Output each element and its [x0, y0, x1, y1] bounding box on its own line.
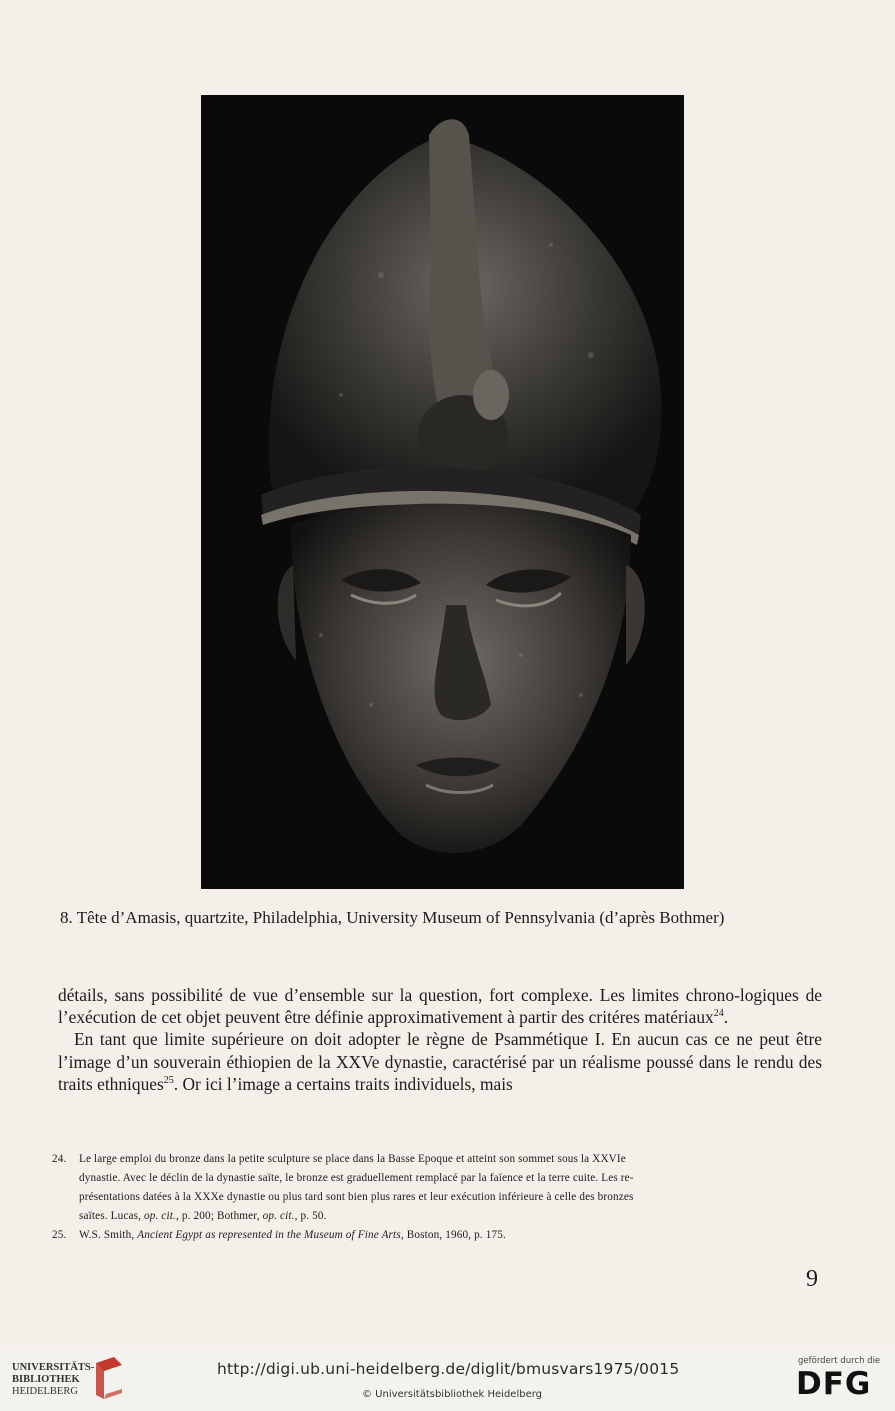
library-name-line: BIBLIOTHEK — [12, 1374, 80, 1385]
paragraph-2 — [58, 1028, 822, 1095]
footnotes — [52, 1150, 822, 1245]
library-name-line: UNIVERSITÄTS- — [12, 1362, 95, 1373]
footnote-number: 25. — [52, 1229, 67, 1241]
footnote-text: dynastie. Avec le déclin de la dynastie saïte, le bronze est graduellement remplacé par la faïence et la terre cuite. Les re- — [79, 1172, 634, 1184]
footnote-text: , p. 200; Bothmer, — [175, 1210, 263, 1222]
library-logo[interactable] — [12, 1362, 95, 1398]
permalink-url[interactable]: http://digi.ub.uni-heidelberg.de/diglit/bmusvars1975/0015 — [217, 1360, 680, 1378]
pharaoh-head-image — [201, 95, 684, 889]
copyright-notice: © Universitätsbibliothek Heidelberg — [362, 1389, 543, 1400]
funder-label: gefördert durch die — [798, 1356, 881, 1366]
footnote-ref-24[interactable]: 24 — [713, 1008, 724, 1020]
footnote-text: présentations datées à la XXXe dynastie ou plus tard sont bien plus rares et leur exécution inférieure à celle des bronzes — [79, 1191, 634, 1203]
paragraph-1-end: . — [723, 1007, 729, 1028]
footnote-text: , p. 50. — [294, 1210, 327, 1222]
figure-caption: 8. Tête d’Amasis, quartzite, Philadelphia, University Museum of Pennsylvania (d’après Bothmer) — [60, 908, 725, 927]
figure-photograph — [201, 95, 684, 889]
footnote-text: W.S. Smith, — [79, 1229, 138, 1241]
footnote-text: Le large emploi du bronze dans la petite sculpture se place dans la Basse Epoque et atteint son sommet sous la XXVIe — [79, 1153, 626, 1165]
dfg-logo[interactable]: DFG — [796, 1366, 872, 1402]
footnote-text: , Boston, 1960, p. 175. — [400, 1229, 506, 1241]
footnote-25 — [52, 1226, 822, 1245]
body-text — [58, 984, 822, 1095]
viewer-footer — [0, 1346, 895, 1411]
footnote-number: 24. — [52, 1153, 67, 1165]
footnote-ref-25[interactable]: 25 — [163, 1075, 174, 1087]
page-number: 9 — [806, 1266, 818, 1292]
footnote-text: saïtes. Lucas, — [79, 1210, 145, 1222]
footnote-citation: op. cit. — [144, 1210, 176, 1222]
library-name-line: HEIDELBERG — [12, 1386, 78, 1397]
footnote-citation: Ancient Egypt as represented in the Museum of Fine Arts — [137, 1229, 401, 1241]
footnote-citation: op. cit. — [262, 1210, 295, 1222]
paragraph-1 — [58, 984, 822, 1028]
paragraph-2-text: En tant que limite supérieure on doit adopter le règne de Psammétique I. En aucun cas ce ne peut être l’image d’un souverain éthiopien de la XXVe dynastie, caractérisé par un réalisme poussé dans le rendu des traits ethniques — [58, 1029, 822, 1094]
paragraph-1-text: détails, sans possibilité de vue d’ensemble sur la question, fort complexe. Les limites chrono-logiques de l’exécution de cet objet peuvent être définie approximativement à partir des critéres matériaux — [58, 985, 822, 1028]
library-logo-icon — [92, 1355, 126, 1401]
footnote-24 — [52, 1150, 822, 1226]
paragraph-2-end: . Or ici l’image a certains traits individuels, mais — [173, 1073, 513, 1094]
